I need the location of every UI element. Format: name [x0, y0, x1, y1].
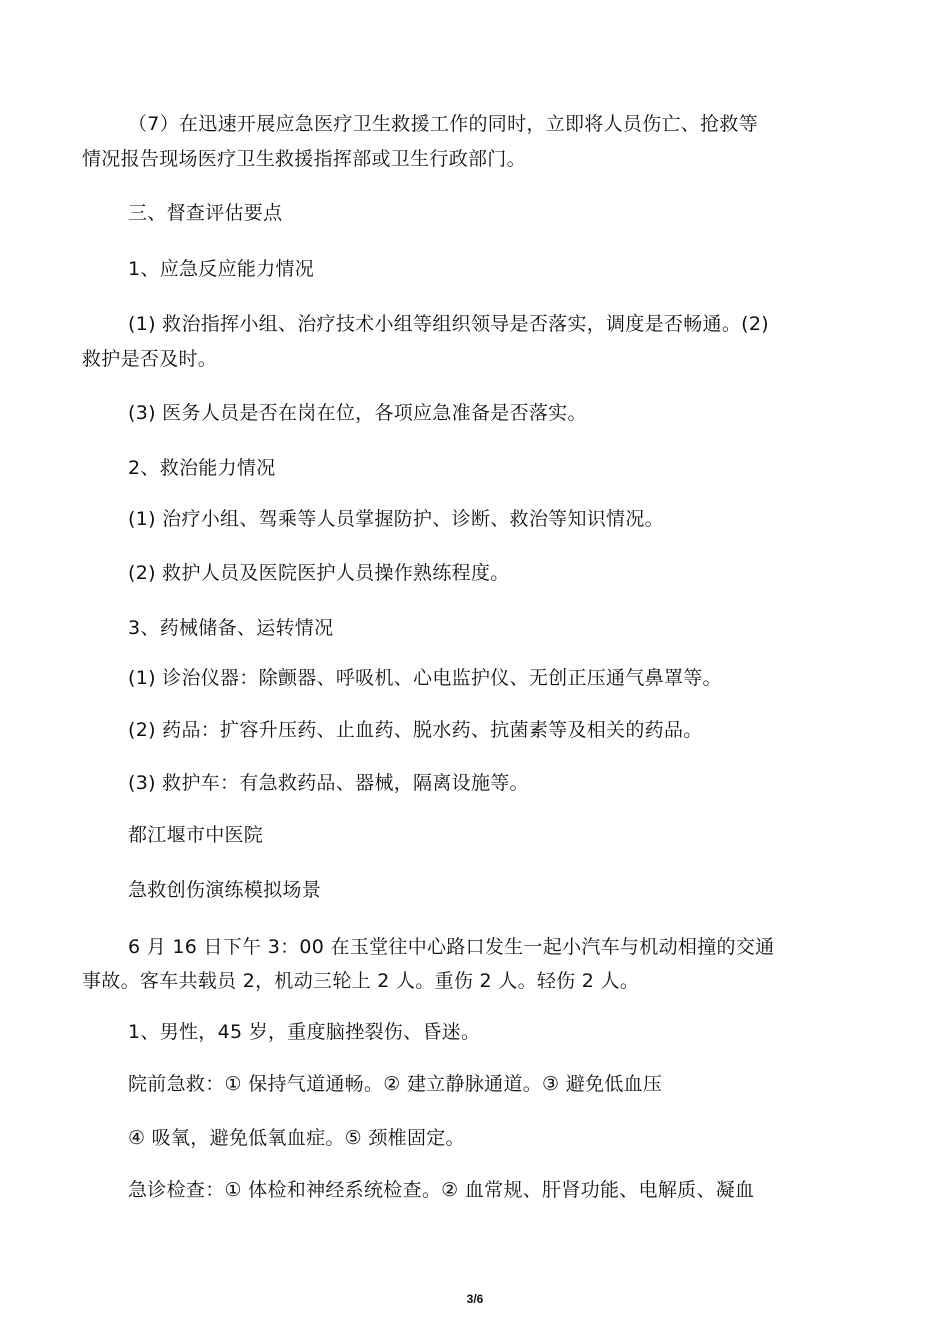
paragraph-line: (3) 医务人员是否在岗在位，各项应急准备是否落实。 [128, 402, 587, 424]
paragraph-line: ④ 吸氧，避免低氧血症。⑤ 颈椎固定。 [128, 1127, 465, 1149]
paragraph-line: （7）在迅速开展应急医疗卫生救援工作的同时，立即将人员伤亡、抢救等 [128, 113, 758, 135]
page-number: 3/6 [466, 1292, 484, 1306]
paragraph-line: (1) 诊治仪器：除颤器、呼吸机、心电监护仪、无创正压通气鼻罩等。 [128, 667, 722, 689]
case-heading: 1、男性，45 岁，重度脑挫裂伤、昏迷。 [128, 1021, 481, 1043]
paragraph-line: (1) 治疗小组、驾乘等人员掌握防护、诊断、救治等知识情况。 [128, 508, 664, 530]
paragraph-line: 情况报告现场医疗卫生救援指挥部或卫生行政部门。 [82, 148, 526, 170]
subsection-heading: 3、药械储备、运转情况 [128, 617, 334, 639]
paragraph-line: (1) 救治指挥小组、治疗技术小组等组织领导是否落实，调度是否畅通。(2) [128, 313, 769, 335]
paragraph-line: 院前急救：① 保持气道通畅。② 建立静脉通道。③ 避免低血压 [128, 1073, 663, 1095]
scenario-title: 急救创伤演练模拟场景 [128, 879, 322, 901]
paragraph-line: 急诊检查：① 体检和神经系统检查。② 血常规、肝肾功能、电解质、凝血 [128, 1179, 755, 1201]
section-heading: 三、督查评估要点 [128, 202, 283, 224]
paragraph-line: 事故。客车共载员 2，机动三轮上 2 人。重伤 2 人。轻伤 2 人。 [82, 970, 640, 992]
paragraph-line: 6 月 16 日下午 3：00 在玉堂往中心路口发生一起小汽车与机动相撞的交通 [128, 936, 775, 958]
paragraph-line: (3) 救护车：有急救药品、器械，隔离设施等。 [128, 772, 529, 794]
subsection-heading: 1、应急反应能力情况 [128, 258, 315, 280]
paragraph-line: (2) 药品：扩容升压药、止血药、脱水药、抗菌素等及相关的药品。 [128, 719, 703, 741]
hospital-name: 都江堰市中医院 [128, 824, 264, 846]
paragraph-line: 救护是否及时。 [82, 348, 218, 370]
paragraph-line: (2) 救护人员及医院医护人员操作熟练程度。 [128, 562, 510, 584]
subsection-heading: 2、救治能力情况 [128, 457, 276, 479]
